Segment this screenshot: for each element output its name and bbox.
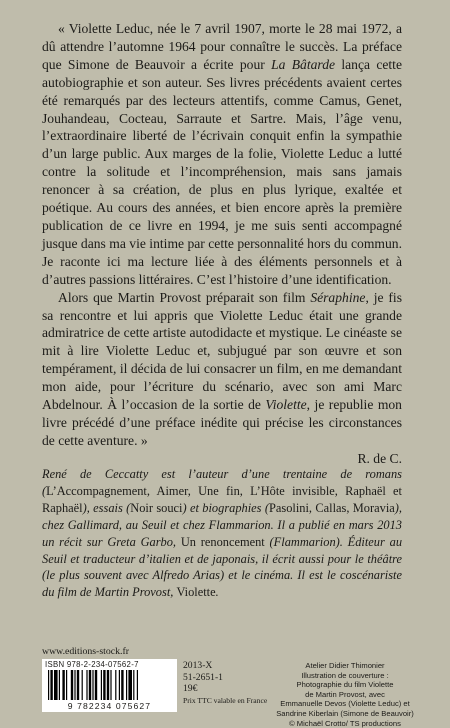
barcode-bar [128,670,132,700]
price-block [183,660,267,706]
publisher-website: www.editions-stock.fr [42,646,129,657]
barcode-bar [95,670,97,700]
barcode-bar [101,670,102,700]
barcode-bar [54,670,58,700]
barcode-bar [133,670,134,700]
credit-line: de Martin Provost, avec [305,689,385,699]
credit-line: Photographie du film Violette [296,680,394,690]
barcode-bar [86,670,87,700]
back-cover-blurb [42,20,402,468]
barcode-bar [119,670,120,700]
barcode-bar [137,670,138,700]
price-note: Prix TTC valable en France [183,695,268,705]
credit-line: Atelier Didier Thimonier [305,661,385,670]
blurb-signature: R. de C. [357,450,402,466]
barcode-bar [71,670,73,700]
barcode-bar [74,670,75,700]
barcode-bar [126,670,127,700]
credit-line: Sandrine Kiberlain (Simone de Beauvoir) [276,708,414,718]
isbn-label: ISBN 978-2-234-07562-7 [45,660,139,669]
code-1: 2013-X [183,660,213,671]
barcode-number: 9 782234 075627 [67,701,152,711]
credit-line: © Michaël Crotto/ TS productions [289,718,401,728]
barcode-bar [59,670,60,700]
barcode-bar [110,670,111,700]
barcode-bar [89,670,91,700]
credit-line: Illustration de couverture : [301,670,389,680]
code-2: 51-2651-1 [183,671,223,683]
credit-line: Emmanuelle Devos (Violette Leduc) et [280,699,410,709]
author-bio: René de Ceccatty est l’auteur d’une trentaine de romans (L’Accompagnement, Aimer, Une fin, L’Hôte invisible, Raphaël et Raphaël), essais (Noir souci) et biographies (Pasolini, Callas, Moravia), chez Gallimard, au Seuil et chez Flammarion. Il a publié en mars 2013 un récit sur Greta Garbo, Un renoncement (Flammarion). Éditeur au Seuil et traducteur d’italien et de japonais, il écrit aussi pour le théâtre (le plus souvent avec Alfredo Arias) et le cinéma. Il est le coscénariste du film de Martin Provost, Violette. [42,467,403,600]
barcode-bar [50,670,52,700]
barcode-bar [66,670,67,700]
price: 19€ [183,683,198,695]
barcode-bar [77,670,79,700]
barcode-bar [92,670,93,700]
barcode-bar [115,670,116,700]
barcode-block [42,659,177,712]
barcode-bar [62,670,64,700]
blurb-paragraph-1: « Violette Leduc, née le 7 avril 1907, morte le 28 mai 1972, a dû attendre l’automne 1964 pour connaître le succès. La préface que Simone de Beauvoir a écrite pour La Bâtarde lança cette autobiographie et son auteur. Ses livres précédents avaient certes été remarqués par des lecteurs attentifs, comme Camus, Genet, Jouhandeau, Cocteau, Sarraute et Sartre. Mais, l’âge venu, l’extraordinaire liberté de l’écrivain conquit enfin la sympathie d’un large public. Aux marges de la folie, Violette Leduc a lutté contre la solitude et l’incompréhension, mais sans jamais renoncer à sa création, de plus en plus lyrique, exaltée et poétique. Au cours des années, et bien encore après la première publication de ce livre en 1994, je me suis senti accompagné jusque dans ma vie intime par cette personnalité hors du commun. Je raconte ici ma lecture liée à des éléments personnels et à d’autres passions littéraires. C’est l’histoire d’une identification. [42,21,402,287]
barcode-bar [103,670,105,700]
blurb-paragraph-2: Alors que Martin Provost préparait son film Séraphine, je fis sa rencontre et lui appris que Violette Leduc était une grande admiratrice de cette artiste autodidacte et mystique. Le cinéaste se mit à lire Violette Leduc et, subjugué par son œuvre et son tempérament, il décida de lui consacrer un film, en me demandant mon aide, pour l’écriture du scénario, avec son ami Marc Abdelnour. À l’occasion de la sortie de Violette, je republie mon livre précédé d’une préface inédite qui précise les circonstances de cette aventure. » [42,289,402,448]
barcode-bar [107,670,109,700]
barcode-icon [48,670,171,700]
barcode-bar [82,670,83,700]
barcode-bar [48,670,49,700]
barcode-bar [121,670,123,700]
